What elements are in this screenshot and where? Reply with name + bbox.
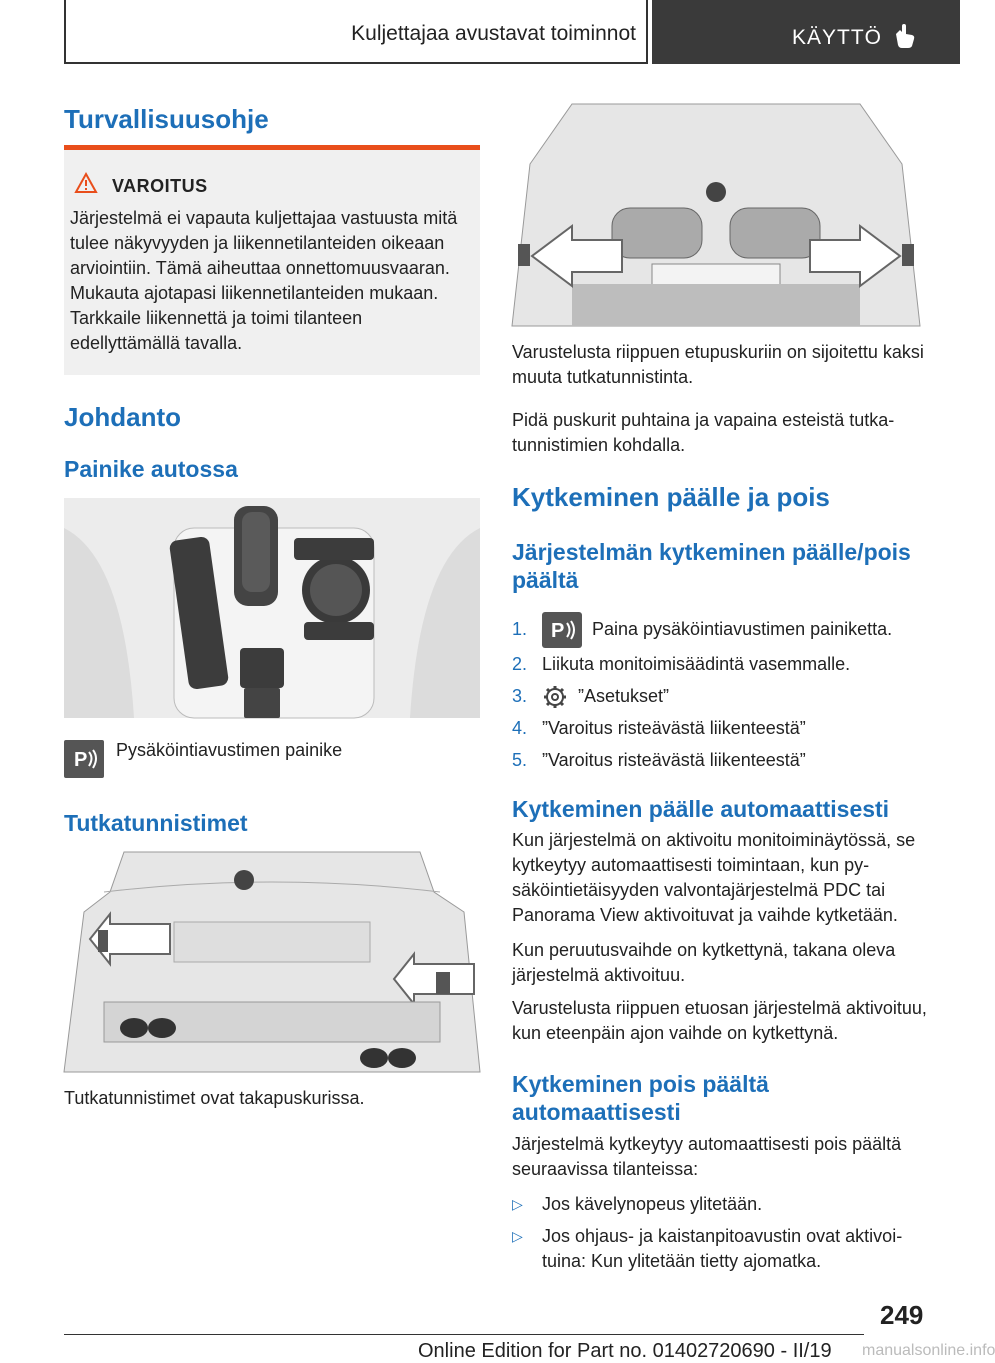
onoff-heading: Kytkeminen päälle ja pois xyxy=(512,482,830,512)
watermark: manualsonline.info xyxy=(862,1342,995,1359)
step-number: 3. xyxy=(512,686,528,706)
auto-on-paragraph-1: Kun järjestelmä on aktivoitu monitoiminäytössä, se kytkeytyy automaattisesti toimintaan, kun pysäköintietäisyyden valvontajärjestelmä PDC tai Panorama View aktivoituvat ja vaihde kytketään. xyxy=(512,830,916,925)
auto-on-heading: Kytkeminen päälle automaattisesti xyxy=(512,796,890,822)
step-number: 2. xyxy=(512,654,528,674)
front-caption: Varustelusta riippuen etupuskuriin on sijoitettu kaksi muuta tutkatunnistinta. xyxy=(512,342,924,387)
rear-bumper-figure xyxy=(64,852,480,1072)
front-bumper-illustration xyxy=(512,104,920,326)
step-text: ”Varoitus risteävästä liikenteestä” xyxy=(542,718,806,738)
step-text: ”Asetukset” xyxy=(578,686,670,706)
page-number: 249 xyxy=(880,1300,924,1330)
step-text: ”Varoitus risteävästä liikenteestä” xyxy=(542,750,806,770)
svg-text:P: P xyxy=(74,749,88,771)
header-section-box xyxy=(64,0,648,64)
bullet-triangle-icon: ▷ xyxy=(512,1228,523,1244)
auto-on-paragraph-2: Kun peruutusvaihde on kytkettynä, takana oleva järjestelmä aktivoituu. xyxy=(512,940,896,985)
header-chapter-title: KÄYTTÖ xyxy=(792,26,883,49)
header-section-title: Kuljettajaa avustavat toiminnot xyxy=(351,22,636,45)
header-chapter-box xyxy=(652,0,960,64)
bullet-text: Jos kävelynopeus ylitetään. xyxy=(542,1194,763,1214)
safety-heading: Turvallisuusohje xyxy=(64,104,269,134)
intro-heading: Johdanto xyxy=(64,402,181,432)
step-number: 1. xyxy=(512,618,528,639)
gear-icon xyxy=(542,684,568,710)
step-number: 5. xyxy=(512,750,528,770)
svg-text:P: P xyxy=(551,620,565,642)
system-heading: Järjestelmän kytkeminen päälle/pois päältä xyxy=(512,539,911,593)
bullet-item xyxy=(512,1192,932,1217)
step-3 xyxy=(512,684,932,710)
step-1 xyxy=(512,612,932,648)
bullet-text: Jos ohjaus- ja kaistanpitoavustin ovat aktivoituina: Kun ylitetään tietty ajomatka. xyxy=(542,1226,903,1271)
step-text: Liikuta monitoimisäädintä vasemmalle. xyxy=(542,654,851,674)
button-caption: Pysäköintiavustimen painike xyxy=(116,740,343,760)
step-5 xyxy=(512,748,932,773)
bullet-item xyxy=(512,1224,932,1274)
auto-on-paragraph-3: Varustelusta riippuen etuosan järjestelmä aktivoituu, kun eteenpäin ajon vaihde on kytkettynä. xyxy=(512,998,927,1043)
button-heading: Painike autossa xyxy=(64,456,238,482)
step-number: 4. xyxy=(512,718,528,738)
auto-off-paragraph: Järjestelmä kytkeytyy automaattisesti pois päältä seuraavissa tilanteissa: xyxy=(512,1134,902,1179)
front-bumper-figure xyxy=(512,104,920,326)
sensors-caption: Tutkatunnistimet ovat takapuskurissa. xyxy=(64,1088,365,1108)
warning-text: Järjestelmä ei vapauta kuljettajaa vastuusta mitä tulee näkyvyyden ja liikennetilanteiden oikeaan arviointiin. Tämä aiheuttaa onnettomuusvaaran. Mukauta ajotapasi liikennetilanteiden mukaan. Tarkkaile liikennettä ja toimi tilanteen edellyttämällä tavalla. xyxy=(70,208,458,353)
pointing-hand-icon xyxy=(890,22,918,50)
auto-off-heading: Kytkeminen pois päältä automaattisesti xyxy=(512,1071,769,1125)
step-2 xyxy=(512,652,932,677)
warning-triangle-icon xyxy=(74,172,98,194)
clean-note: Pidä puskurit puhtaina ja vapaina esteistä tutkatunnistimien kohdalla. xyxy=(512,410,895,455)
parking-assist-button-icon xyxy=(64,740,104,778)
warning-label: VAROITUS xyxy=(112,176,208,196)
bullet-triangle-icon: ▷ xyxy=(512,1196,523,1212)
center-console-illustration xyxy=(64,498,480,718)
step-4 xyxy=(512,716,932,741)
footer-divider xyxy=(64,1334,864,1335)
sensors-heading: Tutkatunnistimet xyxy=(64,810,248,836)
warning-box xyxy=(64,145,480,375)
parking-assist-button-icon xyxy=(542,612,582,648)
step-text: Paina pysäköintiavustimen painiketta. xyxy=(592,618,893,639)
footer-edition: Online Edition for Part no. 01402720690 - II/19 xyxy=(418,1340,832,1362)
rear-bumper-illustration xyxy=(64,852,480,1072)
center-console-figure xyxy=(64,498,480,718)
